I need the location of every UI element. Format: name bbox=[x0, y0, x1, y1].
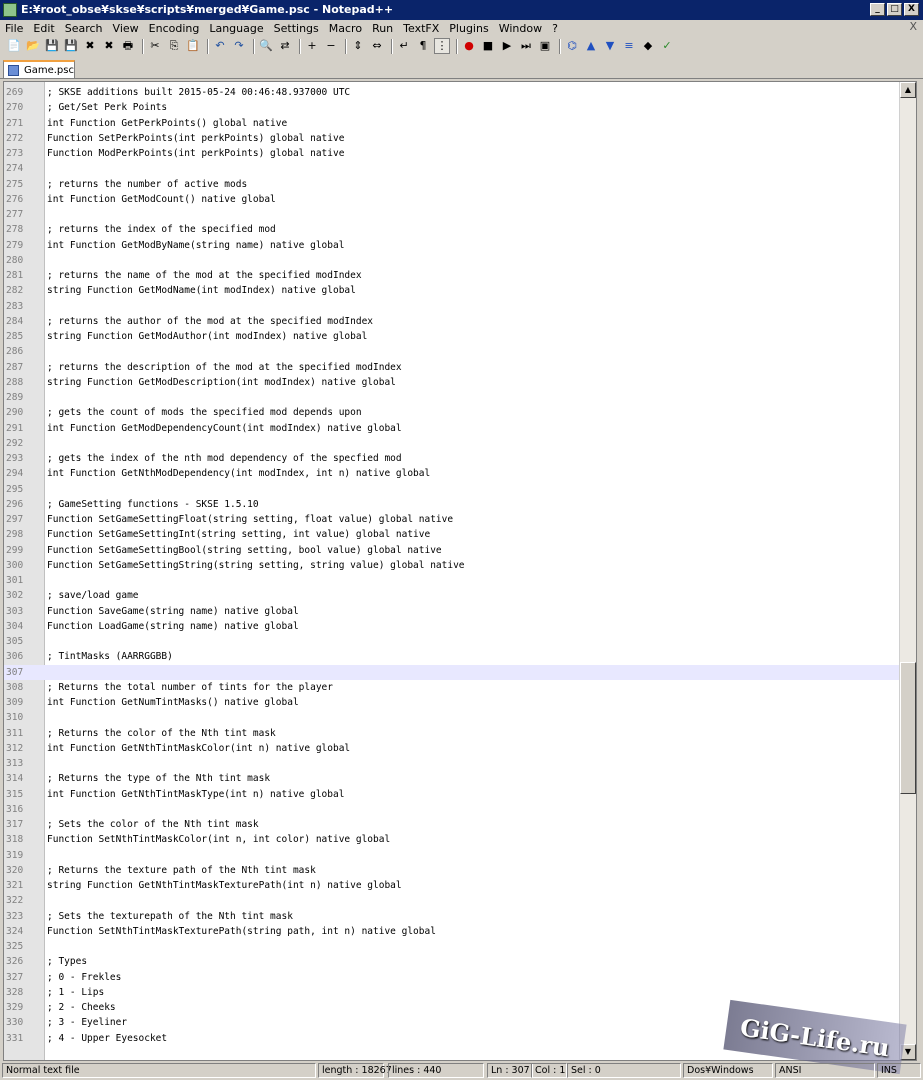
paste-icon[interactable]: 📋 bbox=[186, 39, 200, 52]
code-line[interactable] bbox=[4, 100, 900, 115]
code-line[interactable] bbox=[4, 116, 900, 131]
close-icon[interactable]: ✖ bbox=[85, 39, 95, 52]
tab-label: Game.psc bbox=[23, 64, 74, 76]
code-line[interactable] bbox=[4, 802, 900, 817]
line-number: 276 bbox=[6, 193, 24, 205]
line-text: ; Returns the type of the Nth tint mask bbox=[47, 773, 271, 785]
code-line[interactable] bbox=[4, 253, 900, 268]
line-text: Function SetGameSettingString(string setting, string value) global native bbox=[47, 559, 465, 571]
line-number: 277 bbox=[6, 209, 24, 220]
line-number: 285 bbox=[6, 331, 24, 342]
line-text: ; Sets the color of the Nth tint mask bbox=[47, 819, 259, 830]
code-line[interactable] bbox=[4, 299, 900, 314]
line-text: ; gets the count of mods the specified mod depends upon bbox=[47, 407, 362, 419]
line-text: Function ModPerkPoints(int perkPoints) global native bbox=[47, 148, 345, 159]
line-number: 278 bbox=[6, 224, 24, 236]
line-text: ; returns the name of the mod at the specified modIndex bbox=[47, 270, 362, 281]
new-file-icon[interactable]: 📄 bbox=[7, 39, 21, 52]
line-number: 323 bbox=[6, 910, 24, 922]
save-all-icon[interactable]: 💾 bbox=[64, 39, 78, 52]
line-number: 307 bbox=[6, 666, 24, 678]
line-number: 330 bbox=[6, 1017, 24, 1029]
line-text: int Function GetNthModDependency(int modIndex, int n) native global bbox=[47, 468, 431, 480]
code-line[interactable] bbox=[4, 512, 900, 527]
line-number: 305 bbox=[6, 636, 24, 647]
line-number: 287 bbox=[6, 361, 24, 373]
line-text: ; 2 - Cheeks bbox=[47, 1002, 116, 1013]
menu-search[interactable]: Search bbox=[64, 21, 103, 35]
line-number: 308 bbox=[6, 681, 24, 693]
line-text: ; gets the index of the nth mod dependency of the specfied mod bbox=[47, 453, 402, 464]
line-text: ; Returns the total number of tints for the player bbox=[47, 681, 333, 693]
line-text: ; Get/Set Perk Points bbox=[47, 102, 168, 114]
line-number: 289 bbox=[6, 392, 24, 403]
zoom-in-icon[interactable]: + bbox=[307, 39, 317, 52]
line-text: ; returns the description of the mod at the specified modIndex bbox=[47, 361, 402, 373]
line-text: ; 1 - Lips bbox=[47, 986, 105, 998]
spellcheck-icon[interactable]: ✓ bbox=[662, 39, 672, 52]
line-number: 327 bbox=[6, 971, 24, 983]
line-text: Function SaveGame(string name) native global bbox=[47, 605, 299, 617]
line-number: 320 bbox=[6, 864, 24, 876]
code-line[interactable] bbox=[4, 146, 900, 161]
line-number: 280 bbox=[6, 254, 24, 266]
line-number: 310 bbox=[6, 712, 24, 724]
code-line[interactable] bbox=[4, 604, 900, 619]
line-number: 331 bbox=[6, 1032, 24, 1044]
line-number: 302 bbox=[6, 590, 24, 602]
line-text: ; 3 - Eyeliner bbox=[47, 1017, 128, 1029]
code-line[interactable] bbox=[4, 375, 900, 390]
status-sel: Sel : 0 bbox=[567, 1063, 681, 1078]
line-number: 312 bbox=[6, 742, 24, 754]
code-line[interactable] bbox=[4, 405, 900, 420]
line-number: 272 bbox=[6, 132, 24, 144]
code-line[interactable] bbox=[4, 863, 900, 878]
textfx-5-icon[interactable]: ◆ bbox=[643, 39, 653, 52]
stop-record-icon[interactable]: ■ bbox=[482, 39, 494, 52]
watermark-logo: GiG-Life.ru bbox=[723, 1000, 906, 1074]
menu-bar bbox=[0, 20, 923, 36]
textfx-4-icon[interactable]: ≡ bbox=[624, 39, 634, 52]
code-line[interactable] bbox=[4, 771, 900, 786]
line-number: 300 bbox=[6, 559, 24, 571]
code-line[interactable] bbox=[4, 344, 900, 359]
line-text: ; returns the index of the specified mod bbox=[47, 224, 276, 236]
status-lines: lines : 440 bbox=[388, 1063, 484, 1078]
code-line[interactable] bbox=[4, 436, 900, 451]
vertical-scrollbar[interactable] bbox=[899, 82, 916, 1060]
window-title: E:¥root_obse¥skse¥scripts¥merged¥Game.psc - Notepad++ bbox=[21, 3, 394, 16]
line-text: ; SKSE additions built 2015-05-24 00:46:48.937000 UTC bbox=[47, 87, 351, 98]
line-text: Function SetNthTintMaskTexturePath(string path, int n) native global bbox=[47, 925, 436, 937]
copy-icon[interactable]: ⎘ bbox=[169, 39, 179, 52]
code-line[interactable] bbox=[4, 588, 900, 603]
line-number: 293 bbox=[6, 453, 24, 464]
code-line[interactable] bbox=[4, 527, 900, 542]
line-text: ; Sets the texturepath of the Nth tint mask bbox=[47, 910, 293, 922]
code-line[interactable] bbox=[4, 390, 900, 405]
line-number: 322 bbox=[6, 895, 24, 907]
toolbar-separator bbox=[253, 39, 255, 54]
line-number: 319 bbox=[6, 849, 24, 861]
line-text: ; 4 - Upper Eyesocket bbox=[47, 1032, 168, 1044]
code-line[interactable] bbox=[4, 970, 900, 985]
scroll-down-button[interactable]: ▼ bbox=[900, 1044, 916, 1060]
code-line[interactable] bbox=[4, 482, 900, 497]
code-line[interactable] bbox=[4, 817, 900, 832]
code-line[interactable] bbox=[4, 543, 900, 558]
line-number: 325 bbox=[6, 941, 24, 952]
line-number: 283 bbox=[6, 300, 24, 312]
menu-file[interactable]: File bbox=[5, 21, 24, 35]
menu-textfx[interactable]: TextFX bbox=[403, 21, 440, 35]
line-text: int Function GetNthTintMaskType(int n) native global bbox=[47, 788, 345, 800]
open-file-icon[interactable]: 📂 bbox=[26, 39, 40, 52]
line-text: Function LoadGame(string name) native global bbox=[47, 620, 299, 632]
code-line[interactable] bbox=[4, 695, 900, 710]
toolbar bbox=[0, 36, 923, 56]
status-bar bbox=[0, 1061, 923, 1080]
code-line[interactable] bbox=[4, 726, 900, 741]
textfx-2-icon[interactable]: ▲ bbox=[586, 39, 596, 52]
code-line[interactable] bbox=[4, 161, 900, 176]
code-line[interactable] bbox=[4, 177, 900, 192]
line-number: 271 bbox=[6, 117, 24, 129]
status-eol: Dos¥Windows bbox=[683, 1063, 773, 1078]
menu-run[interactable]: Run bbox=[372, 21, 394, 35]
code-line[interactable] bbox=[4, 207, 900, 222]
undo-icon[interactable]: ↶ bbox=[215, 39, 225, 52]
menu-plugins[interactable]: Plugins bbox=[449, 21, 489, 35]
code-line[interactable] bbox=[4, 573, 900, 588]
current-line[interactable] bbox=[4, 665, 900, 680]
line-number: 304 bbox=[6, 620, 24, 632]
code-line[interactable] bbox=[4, 909, 900, 924]
line-number: 301 bbox=[6, 575, 24, 586]
line-number: 314 bbox=[6, 773, 24, 785]
menu-window[interactable]: Window bbox=[498, 21, 543, 35]
status-col: Col : 1 bbox=[531, 1063, 567, 1078]
scroll-thumb[interactable] bbox=[900, 662, 916, 794]
run-macro-multiple-icon[interactable]: ⏭ bbox=[521, 39, 531, 52]
save-icon[interactable]: 💾 bbox=[45, 39, 59, 52]
line-number: 303 bbox=[6, 605, 24, 617]
tab-game-psc[interactable] bbox=[3, 60, 75, 78]
line-number: 318 bbox=[6, 834, 24, 846]
line-text: ; returns the author of the mod at the specified modIndex bbox=[47, 315, 374, 327]
line-number: 306 bbox=[6, 651, 24, 663]
line-text: Function SetNthTintMaskColor(int n, int color) native global bbox=[47, 834, 391, 846]
redo-icon[interactable]: ↷ bbox=[234, 39, 244, 52]
menu-edit[interactable]: Edit bbox=[33, 21, 55, 35]
cut-icon[interactable]: ✂ bbox=[150, 39, 160, 52]
code-lines bbox=[4, 85, 900, 1046]
code-line[interactable] bbox=[4, 222, 900, 237]
code-line[interactable] bbox=[4, 756, 900, 771]
indent-guide-icon[interactable]: ⋮ bbox=[434, 38, 450, 54]
textfx-3-icon[interactable]: ▼ bbox=[605, 39, 615, 52]
line-number: 311 bbox=[6, 727, 24, 739]
line-text: int Function GetNumTintMasks() native global bbox=[47, 697, 299, 708]
line-text: ; save/load game bbox=[47, 590, 139, 602]
sync-h-icon[interactable]: ⇔ bbox=[372, 39, 382, 52]
code-line[interactable] bbox=[4, 314, 900, 329]
tab-bar bbox=[0, 58, 923, 79]
line-text: Function SetGameSettingInt(string setting, int value) global native bbox=[47, 529, 431, 541]
line-number: 295 bbox=[6, 483, 24, 495]
menu-view[interactable]: View bbox=[112, 21, 139, 35]
code-line[interactable] bbox=[4, 893, 900, 908]
line-text: Function SetGameSettingFloat(string setting, float value) global native bbox=[47, 514, 454, 525]
textfx-1-icon[interactable]: ⌬ bbox=[567, 39, 577, 52]
line-number: 274 bbox=[6, 163, 24, 175]
code-line[interactable] bbox=[4, 451, 900, 466]
line-number: 299 bbox=[6, 544, 24, 556]
line-number: 297 bbox=[6, 514, 24, 525]
code-line[interactable] bbox=[4, 192, 900, 207]
record-macro-icon[interactable]: ● bbox=[464, 39, 474, 52]
find-icon[interactable]: 🔍 bbox=[259, 39, 273, 52]
code-line[interactable] bbox=[4, 283, 900, 298]
line-text: int Function GetModByName(string name) native global bbox=[47, 239, 345, 251]
save-macro-icon[interactable]: ▣ bbox=[539, 39, 551, 52]
code-line[interactable] bbox=[4, 680, 900, 695]
line-text: ; GameSetting functions - SKSE 1.5.10 bbox=[47, 498, 259, 510]
line-text: int Function GetPerkPoints() global native bbox=[47, 117, 288, 129]
line-number: 288 bbox=[6, 376, 24, 388]
code-line[interactable] bbox=[4, 954, 900, 969]
line-number: 324 bbox=[6, 925, 24, 937]
line-number: 279 bbox=[6, 239, 24, 251]
code-line[interactable] bbox=[4, 710, 900, 725]
code-line[interactable] bbox=[4, 741, 900, 756]
line-number: 309 bbox=[6, 697, 24, 708]
line-text: Function SetPerkPoints(int perkPoints) global native bbox=[47, 132, 345, 144]
line-text: ; Returns the texture path of the Nth tint mask bbox=[47, 864, 316, 876]
status-file-type: Normal text file bbox=[2, 1063, 316, 1078]
code-line[interactable] bbox=[4, 619, 900, 634]
line-text: ; Returns the color of the Nth tint mask bbox=[47, 727, 276, 739]
code-line[interactable] bbox=[4, 848, 900, 863]
code-line[interactable] bbox=[4, 329, 900, 344]
line-number: 298 bbox=[6, 529, 24, 541]
sync-v-icon[interactable]: ⇕ bbox=[353, 39, 363, 52]
saved-file-icon bbox=[8, 65, 19, 76]
toolbar-separator bbox=[391, 39, 393, 54]
menu-encoding[interactable]: Encoding bbox=[148, 21, 200, 35]
code-line[interactable] bbox=[4, 466, 900, 481]
line-text: int Function GetModCount() native global bbox=[47, 193, 276, 205]
code-line[interactable] bbox=[4, 924, 900, 939]
code-line[interactable] bbox=[4, 131, 900, 146]
code-line[interactable] bbox=[4, 787, 900, 802]
toolbar-separator bbox=[142, 39, 144, 54]
close-all-icon[interactable]: ✖ bbox=[104, 39, 114, 52]
line-number: 292 bbox=[6, 437, 24, 449]
line-number: 316 bbox=[6, 803, 24, 815]
line-number: 269 bbox=[6, 87, 24, 98]
line-number: 321 bbox=[6, 880, 24, 891]
zoom-out-icon[interactable]: − bbox=[326, 39, 336, 52]
status-encoding: ANSI bbox=[775, 1063, 875, 1078]
minimize-button[interactable]: _ bbox=[870, 3, 885, 16]
title-bar bbox=[0, 0, 923, 20]
line-number: 328 bbox=[6, 986, 24, 998]
scroll-up-button[interactable]: ▲ bbox=[900, 82, 916, 98]
close-document-button[interactable]: X bbox=[909, 20, 917, 33]
code-line[interactable] bbox=[4, 939, 900, 954]
status-ln: Ln : 307 bbox=[487, 1063, 533, 1078]
code-line[interactable] bbox=[4, 421, 900, 436]
line-number: 296 bbox=[6, 498, 24, 510]
toolbar-separator bbox=[299, 39, 301, 54]
line-number: 294 bbox=[6, 468, 24, 480]
code-line[interactable] bbox=[4, 558, 900, 573]
close-window-button[interactable]: X bbox=[904, 3, 919, 16]
code-line[interactable] bbox=[4, 268, 900, 283]
line-text: string Function GetModAuthor(int modIndex) native global bbox=[47, 331, 368, 342]
code-line[interactable] bbox=[4, 649, 900, 664]
toolbar-separator bbox=[456, 39, 458, 54]
play-macro-icon[interactable]: ▶ bbox=[502, 39, 512, 52]
line-text: ; Types bbox=[47, 956, 88, 968]
line-number: 270 bbox=[6, 102, 24, 114]
status-length: length : 18267 bbox=[318, 1063, 384, 1078]
code-line[interactable] bbox=[4, 985, 900, 1000]
code-line[interactable] bbox=[4, 634, 900, 649]
line-number: 329 bbox=[6, 1002, 24, 1013]
line-number: 313 bbox=[6, 758, 24, 769]
line-text: ; returns the number of active mods bbox=[47, 178, 248, 190]
maximize-button[interactable]: □ bbox=[887, 3, 902, 16]
line-number: 282 bbox=[6, 285, 24, 297]
status-insert-mode: INS bbox=[877, 1063, 921, 1078]
menu-macro[interactable]: Macro bbox=[328, 21, 363, 35]
menu-settings[interactable]: Settings bbox=[273, 21, 319, 35]
line-text: int Function GetNthTintMaskColor(int n) native global bbox=[47, 742, 351, 754]
print-icon[interactable]: 🖶 bbox=[122, 39, 134, 52]
line-text: Function SetGameSettingBool(string setting, bool value) global native bbox=[47, 544, 442, 556]
line-number: 290 bbox=[6, 407, 24, 419]
code-line[interactable] bbox=[4, 238, 900, 253]
line-number: 284 bbox=[6, 315, 24, 327]
toolbar-separator bbox=[207, 39, 209, 54]
line-text: string Function GetModDescription(int modIndex) native global bbox=[47, 376, 396, 388]
line-number: 275 bbox=[6, 178, 24, 190]
show-all-chars-icon[interactable]: ¶ bbox=[419, 39, 427, 52]
line-text: string Function GetModName(int modIndex) native global bbox=[47, 285, 356, 297]
toolbar-separator bbox=[559, 39, 561, 54]
code-line[interactable] bbox=[4, 85, 900, 100]
code-line[interactable] bbox=[4, 878, 900, 893]
word-wrap-icon[interactable]: ↵ bbox=[399, 39, 409, 52]
line-number: 326 bbox=[6, 956, 24, 968]
code-line[interactable] bbox=[4, 360, 900, 375]
menu-help[interactable]: ? bbox=[552, 21, 558, 35]
line-number: 281 bbox=[6, 270, 24, 281]
code-line[interactable] bbox=[4, 832, 900, 847]
code-line[interactable] bbox=[4, 497, 900, 512]
text-editor[interactable] bbox=[3, 81, 917, 1061]
menu-language[interactable]: Language bbox=[209, 21, 264, 35]
line-text: ; 0 - Frekles bbox=[47, 971, 122, 983]
notepadpp-app-icon[interactable] bbox=[3, 3, 17, 17]
line-text: int Function GetModDependencyCount(int modIndex) native global bbox=[47, 422, 402, 434]
line-number: 273 bbox=[6, 148, 24, 159]
line-number: 315 bbox=[6, 788, 24, 800]
toolbar-separator bbox=[345, 39, 347, 54]
line-number: 317 bbox=[6, 819, 24, 830]
line-text: ; TintMasks (AARRGGBB) bbox=[47, 651, 173, 663]
line-number: 291 bbox=[6, 422, 24, 434]
line-number: 286 bbox=[6, 346, 24, 358]
replace-icon[interactable]: ⇄ bbox=[280, 39, 290, 52]
line-text: string Function GetNthTintMaskTexturePath(int n) native global bbox=[47, 880, 402, 891]
